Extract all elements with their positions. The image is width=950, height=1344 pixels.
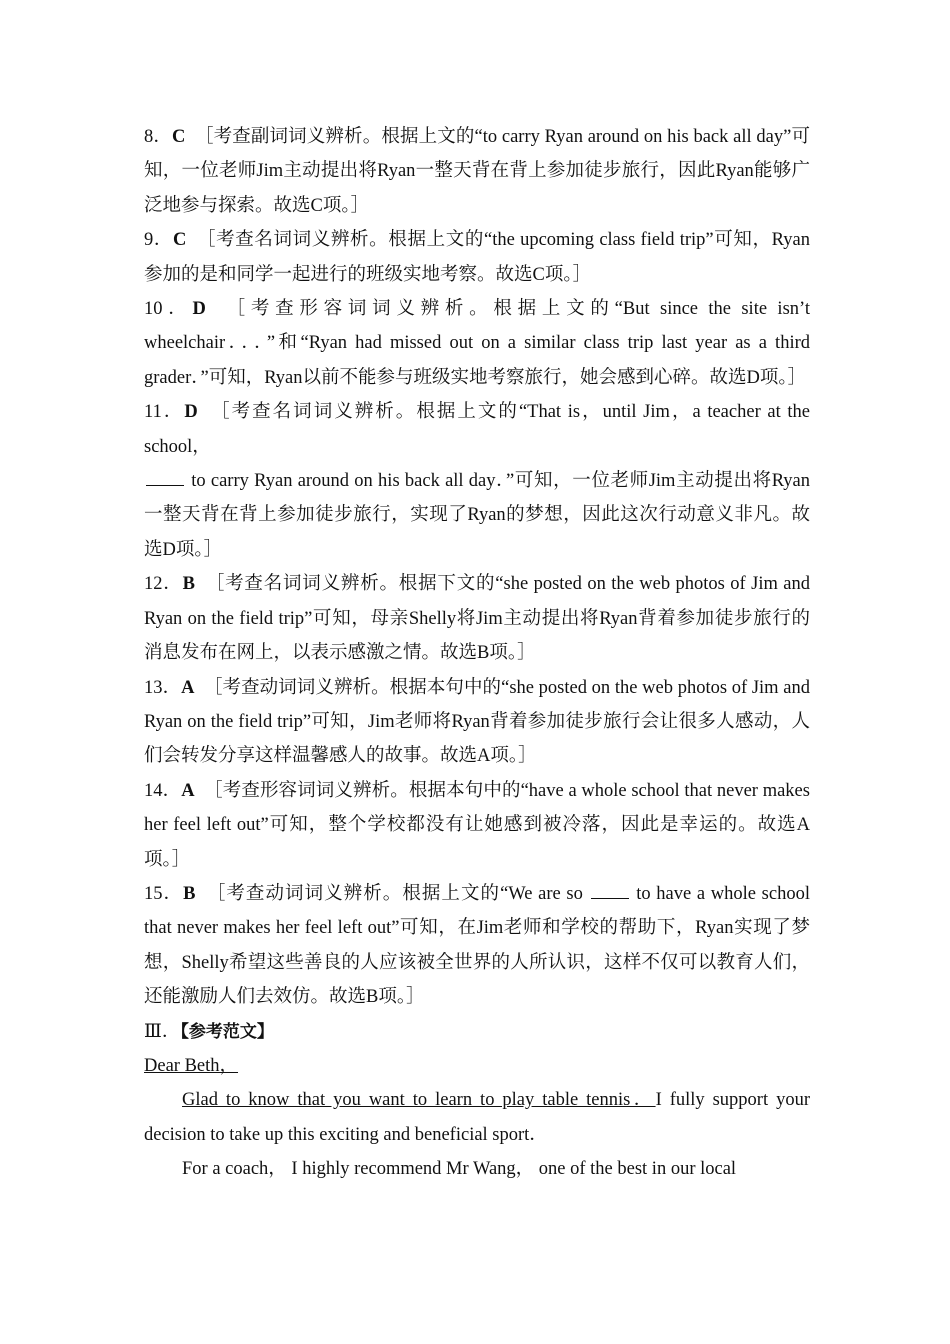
item-answer: D bbox=[192, 299, 206, 320]
answer-item-14 bbox=[144, 774, 810, 877]
paragraph-text: I fully support your decision to take up this exciting and beneficial sport． bbox=[144, 1090, 810, 1145]
item-answer: C bbox=[172, 127, 186, 147]
item-number: 11． bbox=[144, 402, 185, 423]
section-title: 【参考范文】 bbox=[180, 1021, 274, 1042]
answer-item-12 bbox=[144, 567, 810, 670]
answer-item-13 bbox=[144, 671, 810, 774]
item-explanation-continued: to carry Ryan around on his back all day．”可知，一位老师Jim主动提出将Ryan一整天背在背上参加徒步旅行，实现了Ryan的梦想，因此这次行动意义非凡。故选D项。］ bbox=[144, 471, 810, 560]
underlined-sentence: Glad to know that you want to learn to play table tennis． bbox=[182, 1090, 656, 1111]
answer-item-10 bbox=[144, 292, 810, 395]
item-explanation: ［考查形容词词义辨析。根据本句中的“have a whole school that never makes her feel left out”可知，整个学校都没有让她感到被冷落，因此是幸运的。故选A项。］ bbox=[144, 780, 810, 870]
item-answer: A bbox=[181, 677, 195, 698]
item-explanation: ［考查名词词义辨析。根据上文的“That is，until Jim，a teacher at the school， bbox=[144, 402, 810, 457]
paragraph-text: For a coach， I highly recommend Mr Wang， one of the best in our local bbox=[182, 1159, 737, 1180]
answer-item-11 bbox=[144, 395, 810, 567]
item-number: 10． bbox=[144, 299, 193, 320]
item-answer: B bbox=[182, 574, 195, 595]
item-explanation-continued: to have a whole school that never makes her feel left out”可知，在Jim老师和学校的帮助下，Ryan实现了梦想，Shelly希望这些善良的人应该被全世界的人所认识，这样不仅可以教育人们，还能激励人们去效仿。故选B项。］ bbox=[144, 883, 810, 1008]
item-explanation: ［考查名词词义辨析。根据下文的“she posted on the web photos of Jim and Ryan on the field trip”可知，母亲Shelly将Jim主动提出将Ryan背着参加徒步旅行的消息发布在网上，以表示感激之情。故选B项。］ bbox=[144, 574, 810, 664]
item-answer: B bbox=[183, 883, 196, 904]
item-number: 13． bbox=[144, 677, 182, 698]
fill-blank bbox=[591, 897, 629, 899]
item-answer: C bbox=[173, 230, 187, 251]
item-answer: A bbox=[181, 780, 195, 801]
item-number: 14． bbox=[144, 780, 182, 801]
answer-key-content bbox=[144, 120, 810, 1187]
fill-blank bbox=[146, 484, 184, 486]
item-number: 9． bbox=[144, 230, 174, 251]
item-explanation: ［考查动词词义辨析。根据上文的“We are so bbox=[216, 883, 589, 904]
letter-paragraph-1 bbox=[144, 1083, 810, 1152]
item-answer: D bbox=[184, 402, 198, 423]
item-number: 12． bbox=[144, 574, 183, 595]
item-explanation: ［考查形容词词义辨析。根据上文的“But since the site isn’t wheelchair．．．”和“Ryan had missed out on a similar class trip last year as a third grader．”可知，Ryan以前不能参与班级实地考察旅行，她会感到心碎。故选D项。］ bbox=[144, 299, 810, 388]
item-explanation: ［考查副词词义辨析。根据上文的“to carry Ryan around on his back all day”可知，一位老师Jim主动提出将Ryan一整天背在背上参加徒步旅行，因此Ryan能够广泛地参与探索。故选C项。］ bbox=[144, 127, 810, 216]
salutation-text: Dear Beth， bbox=[144, 1055, 239, 1076]
answer-item-15 bbox=[144, 877, 810, 1015]
letter-salutation bbox=[144, 1049, 810, 1083]
answer-item-8 bbox=[144, 120, 810, 223]
answer-item-9 bbox=[144, 223, 810, 292]
section-heading bbox=[144, 1015, 810, 1049]
item-explanation: ［考查名词词义辨析。根据上文的“the upcoming class field trip”可知，Ryan参加的是和同学一起进行的班级实地考察。故选C项。］ bbox=[144, 230, 810, 285]
section-label: Ⅲ． bbox=[144, 1021, 181, 1042]
item-number: 8． bbox=[144, 127, 173, 147]
letter-paragraph-2 bbox=[144, 1152, 810, 1186]
item-number: 15． bbox=[144, 883, 184, 904]
item-explanation: ［考查动词词义辨析。根据本句中的“she posted on the web photos of Jim and Ryan on the field trip”可知，Jim老师将Ryan背着参加徒步旅行会让很多人感动，人们会转发分享这样温馨感人的故事。故选A项。］ bbox=[144, 677, 810, 767]
